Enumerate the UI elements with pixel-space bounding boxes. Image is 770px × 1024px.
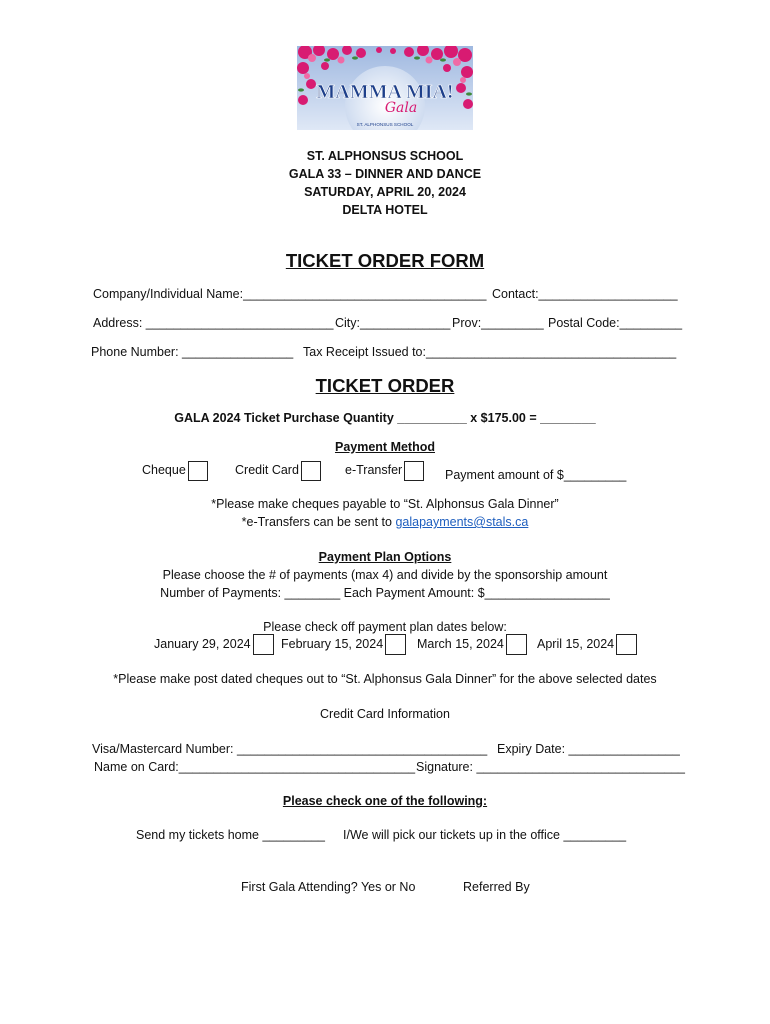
card-number-field[interactable]: Visa/Mastercard Number: ____________________________________	[92, 742, 488, 756]
phone-field[interactable]: Phone Number: ________________	[91, 345, 294, 359]
date-apr-checkbox[interactable]	[616, 634, 637, 655]
credit-card-option[interactable]	[235, 460, 321, 481]
date-option-mar[interactable]	[417, 633, 527, 655]
event-date: SATURDAY, APRIL 20, 2024	[304, 185, 466, 199]
ticket-order-title: TICKET ORDER	[315, 375, 455, 396]
expiry-date-field[interactable]: Expiry Date: ________________	[497, 742, 680, 756]
cheque-payable-note: *Please make cheques payable to “St. Alphonsus Gala Dinner”	[211, 497, 559, 511]
postal-code-field[interactable]: Postal Code:_________	[548, 316, 683, 330]
company-name-field[interactable]: Company/Individual Name:___________________________________	[93, 287, 487, 301]
payment-dates-instructions: Please check off payment plan dates below:	[263, 620, 507, 634]
pickup-title: Please check one of the following:	[282, 794, 488, 808]
date-apr-label: April 15, 2024	[537, 637, 615, 651]
etransfer-option[interactable]	[345, 460, 424, 481]
date-mar-checkbox[interactable]	[506, 634, 527, 655]
date-jan-label: January 29, 2024	[154, 637, 251, 651]
date-feb-label: February 15, 2024	[281, 637, 384, 651]
credit-card-checkbox[interactable]	[301, 461, 321, 481]
date-option-jan[interactable]	[154, 633, 274, 655]
signature-field[interactable]: Signature: ______________________________	[416, 760, 686, 774]
date-option-feb[interactable]	[281, 633, 406, 655]
contact-field[interactable]: Contact:____________________	[492, 287, 678, 301]
date-mar-label: March 15, 2024	[417, 637, 504, 651]
date-feb-checkbox[interactable]	[385, 634, 406, 655]
credit-card-label: Credit Card	[235, 463, 299, 477]
send-home-field[interactable]: Send my tickets home _________	[136, 828, 326, 842]
etransfer-checkbox[interactable]	[404, 461, 424, 481]
cheque-label: Cheque	[142, 463, 186, 477]
payment-plan-instructions: Please choose the # of payments (max 4) and divide by the sponsorship amount	[162, 568, 608, 582]
credit-card-info-title: Credit Card Information	[320, 707, 450, 721]
first-gala-question[interactable]: First Gala Attending? Yes or No	[241, 880, 416, 894]
form-title: TICKET ORDER FORM	[285, 250, 485, 271]
etransfer-label: e-Transfer	[345, 463, 403, 477]
province-field[interactable]: Prov:_________	[452, 316, 544, 330]
gala-logo-art	[297, 46, 473, 130]
date-jan-checkbox[interactable]	[253, 634, 274, 655]
tax-receipt-field[interactable]: Tax Receipt Issued to:____________________________________	[303, 345, 677, 359]
city-field[interactable]: City:_____________	[335, 316, 451, 330]
logo-script: Gala	[384, 100, 418, 116]
referred-by-field[interactable]: Referred By	[463, 880, 530, 894]
date-option-apr[interactable]	[537, 633, 637, 655]
logo-title: MAMMA MIA!	[316, 81, 454, 103]
cheque-option[interactable]	[142, 460, 208, 481]
payment-method-title: Payment Method	[334, 440, 435, 454]
etransfer-note	[0, 515, 770, 529]
gala-logo	[297, 46, 473, 130]
event-venue: DELTA HOTEL	[342, 203, 428, 217]
logo-footer: ST. ALPHONSUS SCHOOL	[356, 122, 414, 127]
payments-count-field[interactable]: Number of Payments: ________ Each Payment Amount: $__________________	[160, 586, 610, 600]
post-dated-note: *Please make post dated cheques out to “St. Alphonsus Gala Dinner” for the above selected dates	[113, 672, 657, 686]
cheque-checkbox[interactable]	[188, 461, 208, 481]
school-name: ST. ALPHONSUS SCHOOL	[306, 149, 464, 163]
etransfer-note-text: *e-Transfers can be sent to	[241, 515, 396, 529]
payment-plan-title: Payment Plan Options	[318, 550, 452, 564]
ticket-quantity-field[interactable]: GALA 2024 Ticket Purchase Quantity __________ x $175.00 = ________	[174, 411, 596, 425]
event-title: GALA 33 – DINNER AND DANCE	[288, 167, 482, 181]
payment-amount-field[interactable]: Payment amount of $_________	[445, 468, 627, 482]
etransfer-email-link[interactable]: galapayments@stals.ca	[395, 515, 529, 529]
name-on-card-field[interactable]: Name on Card:__________________________________	[94, 760, 416, 774]
pickup-office-field[interactable]: I/We will pick our tickets up in the office _________	[343, 828, 627, 842]
address-field[interactable]: Address: ___________________________	[93, 316, 334, 330]
